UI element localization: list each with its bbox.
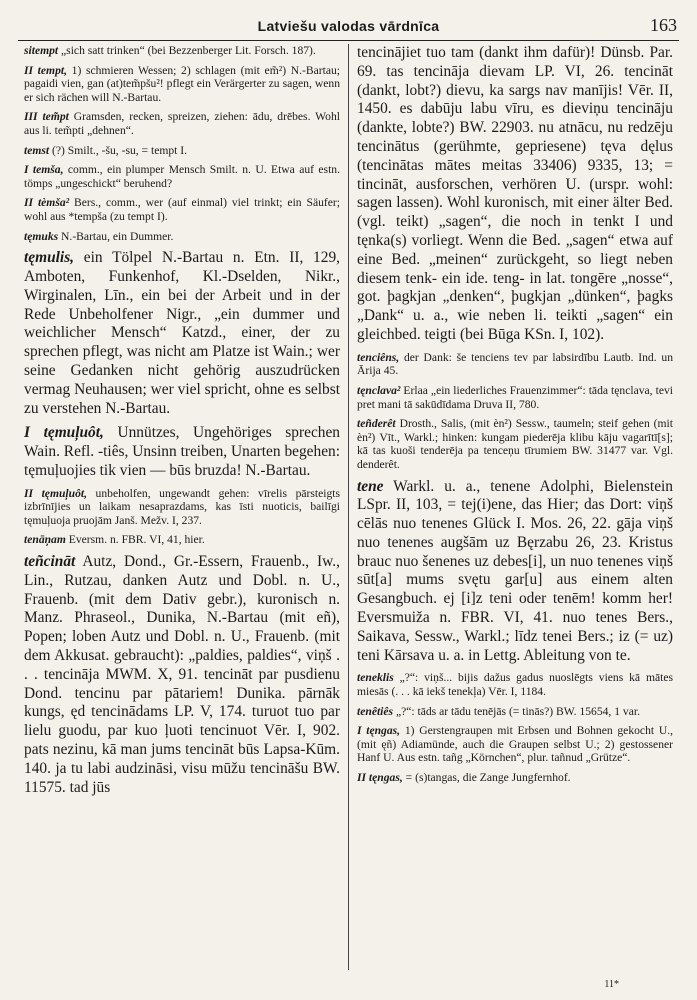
dictionary-entry	[24, 230, 340, 244]
entry-headword: II tèmša²	[24, 196, 70, 210]
left-column	[24, 44, 340, 972]
entry-headword: I tęmuļuôt,	[24, 424, 104, 442]
entry-headword: I tęngas,	[357, 724, 401, 738]
dictionary-entry	[24, 196, 340, 223]
entry-text: „sich satt trinken“ (bei Bezzenberger Lit. Forsch. 187).	[58, 44, 316, 57]
entry-headword: teñderêt	[357, 417, 396, 431]
dictionary-entry	[357, 705, 673, 719]
entry-text: = (s)tangas, die Zange Jungfernhof.	[402, 771, 571, 785]
dictionary-entry	[24, 553, 340, 797]
dictionary-entry	[24, 487, 340, 528]
column-divider	[348, 44, 349, 970]
entry-headword: II tempt,	[24, 63, 67, 77]
entry-text: Gramsden, recken, spreizen, ziehen: ādu, drēbes. Wohl aus li. tem̃pti „dehnen“.	[24, 110, 340, 137]
entry-headword: sitempt	[24, 44, 59, 57]
dictionary-entry	[357, 724, 673, 765]
right-column	[357, 44, 673, 972]
entry-headword: tenêtiês	[357, 704, 394, 718]
dictionary-entry	[24, 64, 340, 105]
entry-text: Erlaa „ein liederliches Frauenzimmer“: tāda tęnclava, tevi pret mani tā sakūdīdama Druva II, 780.	[357, 383, 673, 411]
entry-text: N.-Bartau, ein Dummer.	[58, 229, 174, 243]
entry-headword: tenciêns,	[357, 350, 400, 364]
entry-headword: II tęmuļuôt,	[24, 486, 87, 500]
dictionary-entry	[357, 351, 673, 378]
dictionary-entry	[24, 144, 340, 158]
dictionary-entry	[357, 771, 673, 785]
dictionary-entry	[357, 478, 673, 666]
page-header	[18, 10, 679, 41]
entry-text: 1) Gerstengraupen mit Erbsen und Bohnen gekocht U., (mit ęñ) Adiamünde, auch die Graupen selbst U.; 2) gestossener Hanf U. Aus estn. tañg „Körnchen“, plur. tañnud „Grütze“.	[357, 724, 673, 765]
dictionary-entry	[24, 163, 340, 190]
dictionary-entry	[24, 110, 340, 137]
entry-headword: tene	[357, 477, 384, 495]
entry-headword: tęnclava²	[357, 383, 401, 397]
entry-headword: temst	[24, 143, 50, 157]
entry-text: Autz, Dond., Gr.-Essern, Frauenb., Iw., Lin., Rutzau, danken Autz und Dobl. n. U., Frauenb. (mit dem Dativ gebr.), kuronisch n. Manz. Phraseol., Dunika, N.-Bartau (mit eñ), Popen; loben Autz und Dobl. n. U., Frauenb. (mit dem Akkusat. gebraucht): „paldies, paldies“, viņš . . . tencināja MWM. X, 91. tencināt par pusdienu Dond. tencinu par pātariem! Dunika. pārnāk kungs, ęd tencinādams LP. V, 174. turuot tuo par lielu guodu, par kuo ļuoti tencinuot Vēr. I, 902. pats nezinu, kā man jums tencināt būs Lapsa-Kūm. 140. ja tu labi audzināsi, visu mūžu tencināšu BW. 11575. tad jūs	[24, 553, 340, 796]
entry-headword: tęmuks	[24, 229, 59, 243]
entry-text: 1) schmieren Wessen; 2) schlagen (mit em̃²) N.-Bartau; pagaidi vien, gan (at)tem̃pšu²! pflegt ein Verärgerter zu sagen, wenn er sich rächen will N.-Bartau.	[24, 63, 340, 104]
dictionary-entry	[24, 533, 340, 547]
entry-text: (?) Smilt., -šu, -su, = tempt I.	[49, 143, 188, 157]
entry-headword: tenāņam	[24, 533, 66, 547]
entry-text: Eversm. n. FBR. VI, 41, hier.	[65, 533, 205, 547]
entry-text: comm., ein plumper Mensch Smilt. n. U. Etwa auf estn. tömps „ungeschickt“ beruhend?	[24, 163, 340, 190]
entry-text: tencinājiet tuo tam (dankt ihm dafür)! Dünsb. Par. 69. tas tencināja dievam LP. VI, 26. tencināt (dankt, lobt?) dievu, ka sargs nav manījis! Vēr. II, 1450. es dabūju labu vīru, es dieviņu tencināju (dankte, lobte?) BW. 22903. nu atnācu, nu redzēju tencinātus (gerühmte, gepriesene) tęva dęlus (tencinātas mātes meitas 33406) 9335, 13; = tincināt, ausforschen, verhören U. (urspr. wohl: sagen lassen). Wohl kuronisch, mit einer älter Bed. (vgl. teikt) „sagen“, die noch in tenkt I und tęnka(s) vorliegt. Wenn die Bed. „sagen“ etwa auf eine Bed. „meinen“ zurückgeht, so liegt neben diesem tenk- ein ide. teng- in lat. tongēre „nosse“, got. þagkjan „denken“, þugkjan „dünken“, þagks „Dank“ u. a., wie neben li. teikti „sagen“ ein gleichbed. teigti (bei Būga KSn. I, 102).	[357, 44, 673, 343]
page-number: 163	[650, 15, 677, 35]
dictionary-entry	[24, 424, 340, 480]
dictionary-entry	[357, 671, 673, 698]
dictionary-entry	[24, 249, 340, 418]
dictionary-entry	[357, 417, 673, 471]
printer-signature: 11*	[604, 979, 619, 990]
entry-text: Unnützes, Ungehöriges sprechen Wain. Refl. -tiês, Unsinn treiben, Unarten begehen: tęmuļuojies tik vien — būs bruzda! N.-Bartau.	[24, 424, 340, 479]
entry-text: Drosth., Salis, (mit èn²) Sessw., taumeln; steif gehen (mit èn²) Vīt., Warkl.; hinken: kungam piederēja klibu kāju vagarītī[s]; kā tas kuoši tenderēja pa tenceņu tīrumiem BW. 31477 var. Vgl. denderêt.	[357, 417, 673, 471]
entry-text: Bers., comm., wer (auf einmal) viel trinkt; ein Säufer; wohl aus *tempša (zu tempt I).	[24, 196, 340, 223]
entry-headword: tęmulis,	[24, 249, 75, 267]
entry-headword: II tęngas,	[357, 771, 403, 785]
entry-text: der Dank: še tenciens tev par labsirdību Lautb. Ind. un Ārija 45.	[357, 350, 673, 378]
entry-text: Warkl. u. a., tenene Adolphi, Bielenstein LSpr. II, 103, = tej(i)ene, das Hier; das Dort: viņš cēlās nuo tenenes Glück I. Mos. 26, 22. gāja viņš nuo tenenes augšām uz Bęrzabu 26, 23. Kristus brauc nuo šenenes uz debes[i], un nuo tenenes viņš sūt[a] mums svętu gar[u] aus einem alten Gesangbuch. ej [i]z teni oder tenēm! komm her! Eversmuiža n. FBR. VI, 41. nuo tenes Bers., Saikava, Sessw., Warkl.; līdz tenei Bers.; iz (= uz) teni Kārsava u. a. in Lettg. Ableitung von te.	[357, 477, 673, 664]
entry-headword: teñcināt	[24, 553, 76, 571]
entry-text: „?“: tāds ar tādu tenējās (= tinās?) BW. 15654, 1 var.	[393, 704, 640, 718]
entry-text: unbeholfen, ungewandt gehen: vīrelis pārsteigts izbrīnījies un laikam nesaprazdams, kas īsti nuoticis, bailīgi tęmuļuoja pruojām Janš. Mežv. I, 237.	[24, 486, 340, 527]
page-title: Latviešu valodas vārdnīca	[257, 18, 440, 34]
entry-headword: teneklis	[357, 671, 394, 685]
dictionary-entry	[24, 44, 340, 58]
dictionary-entry	[357, 384, 673, 411]
entry-text: „?“: viņš... bijis dažus gadus nuoslēgts viens kā mātes miesās (. . . kā iekš tenekļa) Vēr. I, 1184.	[357, 671, 673, 699]
entry-headword: III tem̃pt	[24, 110, 69, 124]
entry-text: ein Tölpel N.-Bartau n. Etn. II, 129, Amboten, Funkenhof, Kl.-Dselden, Nikr., Wirginalen, Līn., ein bei der Arbeit und in der Rede Unbeholfener Nigr., „ein dummer und weichlicher Mensch“ Katzd., einer, der zu sprechen pflegt, was nicht am Platze ist Wain.; wer seine Gedanken nicht gehörig auszudrücken vermag Neuhausen; wer viel spricht, ohne es selbst zu verstehen N.-Bartau.	[24, 249, 340, 417]
dictionary-entry	[357, 44, 673, 345]
entry-headword: I temša,	[24, 163, 64, 177]
